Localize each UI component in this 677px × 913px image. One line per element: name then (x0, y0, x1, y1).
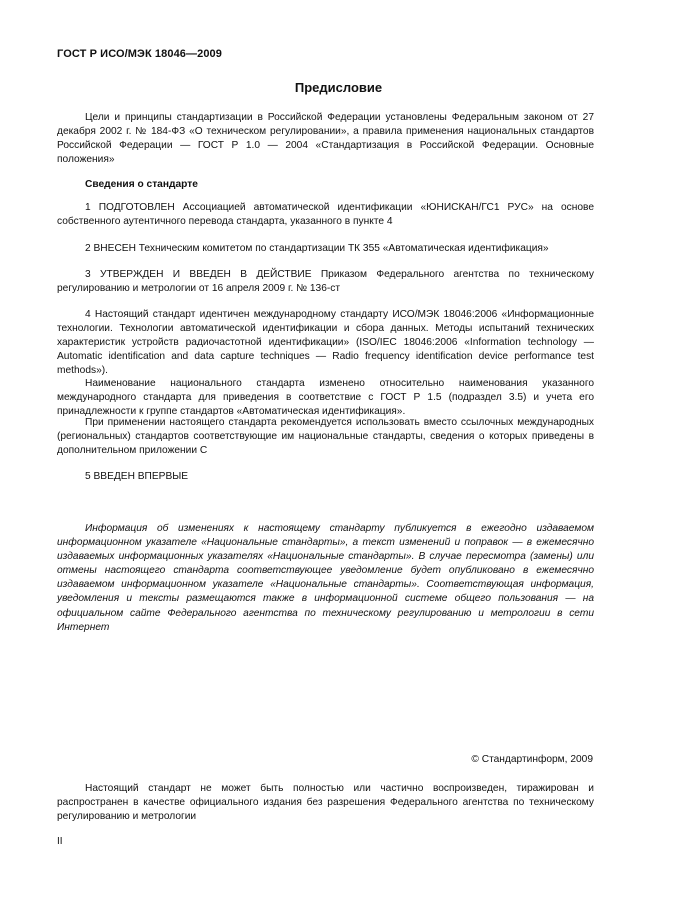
reproduction-notice: Настоящий стандарт не может быть полностью или частично воспроизведен, тиражирован и распространен в качестве официального издания без разрешения Федерального агентства по техническому регулированию и метрологии (57, 783, 594, 823)
item-4-name-note: Наименование национального стандарта изменено относительно наименования указанного международного стандарта для приведения в соответствие с ГОСТ Р 1.5 (подраздел 3.5) и учета его принадлежности к группе стандартов «Автоматическая идентификация». (57, 378, 594, 418)
section-heading-info: Сведения о стандарте (85, 179, 198, 190)
document-code-header: ГОСТ Р ИСО/МЭК 18046—2009 (57, 48, 222, 60)
item-2-submitted: 2 ВНЕСЕН Техническим комитетом по стандартизации ТК 355 «Автоматическая идентификация» (85, 243, 549, 254)
intro-paragraph: Цели и принципы стандартизации в Российской Федерации установлены Федеральным законом от 27 декабря 2002 г. № 184-ФЗ «О техническом регулировании», а правила применения национальных стандартов Российской Федерации — ГОСТ Р 1.0 — 2004 «Стандартизация в Российской Федерации. Основные положения» (57, 112, 594, 166)
page-number: II (57, 836, 63, 847)
copyright-line: © Стандартинформ, 2009 (471, 754, 593, 765)
item-5-introduced: 5 ВВЕДЕН ВПЕРВЫЕ (85, 471, 189, 482)
item-4-identical: 4 Настоящий стандарт идентичен международному стандарту ИСО/МЭК 18046:2006 «Информационные технологии. Технологии автоматической идентификации и сбора данных. Методы испытаний технических характеристик устройств радиочастотной идентификации» (ISO/IEC 18046:2006 «Information technology — Automatic identification and data capture techniques — Radio frequency identification device performance test methods»). (57, 309, 594, 377)
amendments-notice: Информация об изменениях к настоящему стандарту публикуется в ежегодно издаваемом информационном указателе «Национальные стандарты», а текст изменений и поправок — в ежемесячно издаваемых информационных указателях «Национальные стандарты». В случае пересмотра (замены) или отмены настоящего стандарта соответствующее уведомление будет опубликовано в ежемесячно издаваемом информационном указателе «Национальные стандарты». Соответствующая информация, уведомления и тексты размещаются также в информационной системе общего пользования — на официальном сайте Федерального агентства по техническому регулированию и метрологии в сети Интернет (57, 523, 594, 633)
item-1-prepared: 1 ПОДГОТОВЛЕН Ассоциацией автоматической идентификации «ЮНИСКАН/ГС1 РУС» на основе собственного аутентичного перевода стандарта, указанного в пункте 4 (57, 202, 594, 228)
item-3-approved: 3 УТВЕРЖДЕН И ВВЕДЕН В ДЕЙСТВИЕ Приказом Федерального агентства по техническому регулированию и метрологии от 16 апреля 2009 г. № 136-ст (57, 269, 594, 295)
item-4-references-note: При применении настоящего стандарта рекомендуется использовать вместо ссылочных международных (региональных) стандартов соответствующие им национальные стандарты, сведения о которых приведены в дополнительном приложении С (57, 417, 594, 457)
page-title: Предисловие (294, 80, 383, 95)
